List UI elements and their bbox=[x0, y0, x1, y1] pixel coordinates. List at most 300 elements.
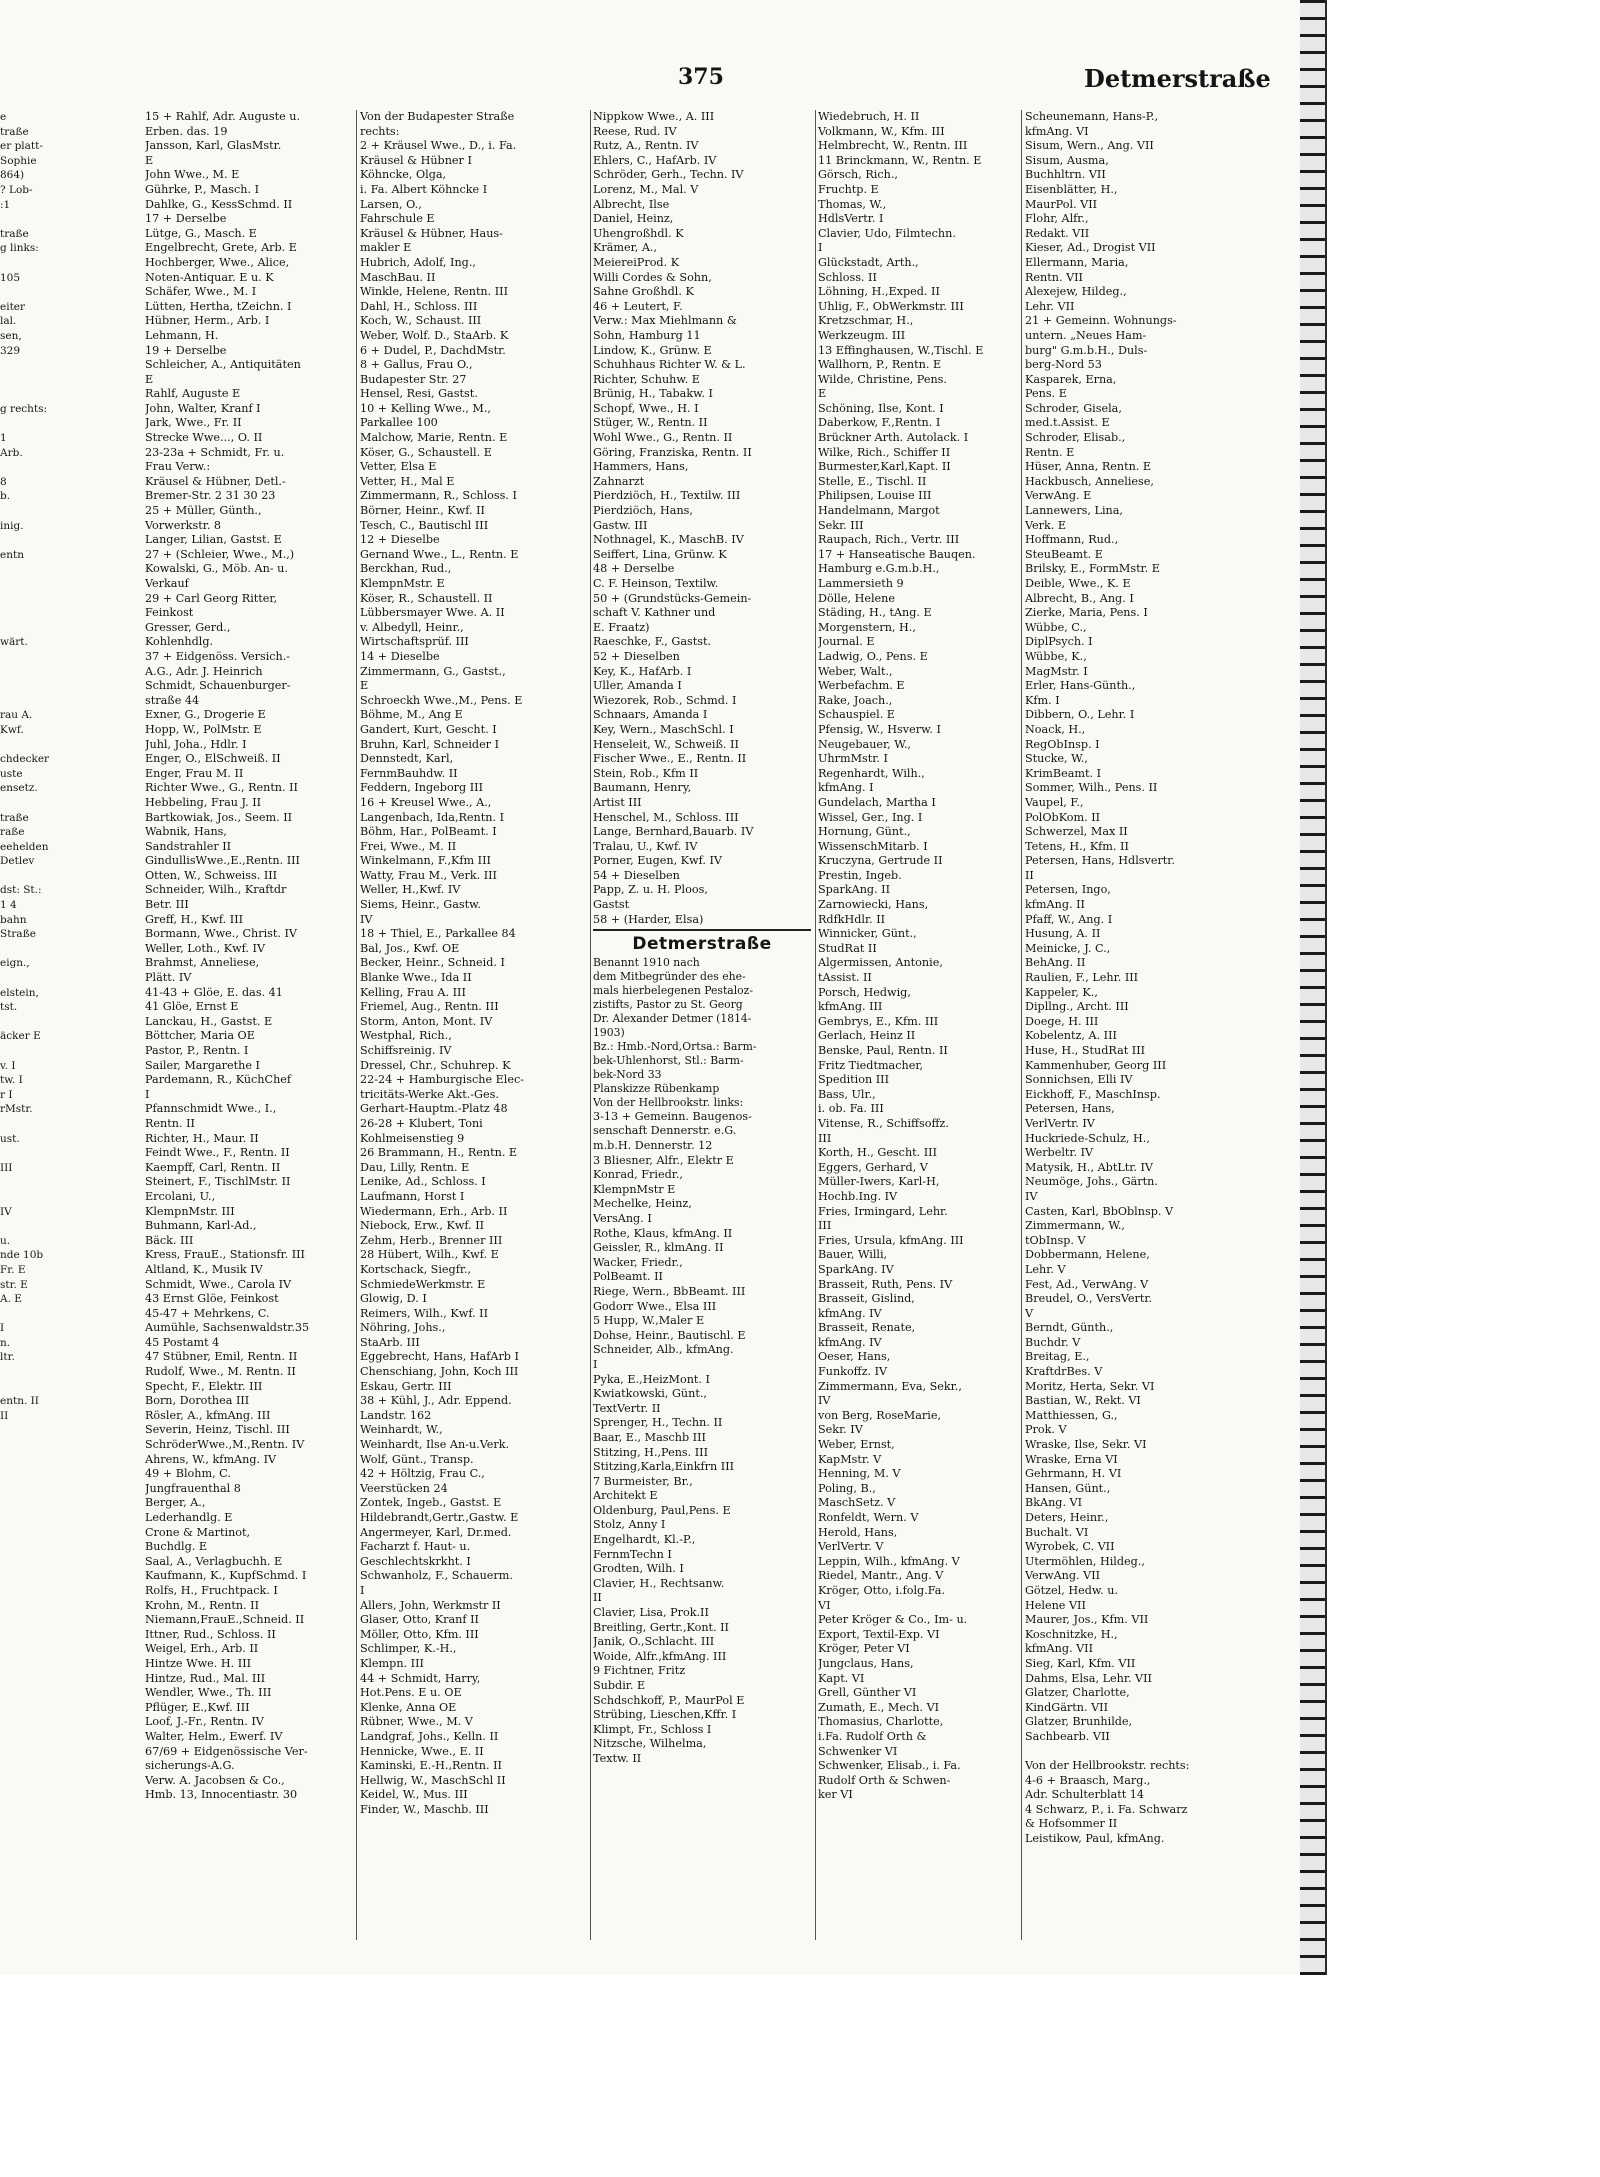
directory-entry-line: tObInsp. V bbox=[1025, 1233, 1086, 1247]
directory-entry-line: Grell, Günther VI bbox=[818, 1686, 917, 1700]
directory-column-1 bbox=[145, 110, 353, 1970]
directory-entry-line: 67/69 + Eidgenössische Ver- bbox=[145, 1744, 308, 1758]
directory-entry-line: Willi Cordes & Sohn, bbox=[593, 270, 712, 284]
directory-entry-line: 2 + Kräusel Wwe., D., i. Fa. bbox=[360, 139, 517, 153]
directory-entry-line: Huckriede-Schulz, H., bbox=[1025, 1131, 1150, 1145]
directory-entry-line: Glatzer, Brunhilde, bbox=[1025, 1715, 1133, 1729]
directory-entry-line: Lehr. VII bbox=[1025, 299, 1075, 313]
directory-entry-line: Bal, Jos., Kwf. OE bbox=[360, 941, 460, 955]
directory-entry-line: raße bbox=[0, 826, 25, 839]
directory-entry-line: I bbox=[145, 1087, 150, 1101]
directory-entry-line: 23-23a + Schmidt, Fr. u. bbox=[145, 445, 285, 459]
directory-entry-line: Wirtschaftsprüf. III bbox=[360, 635, 469, 649]
directory-entry-line: str. E bbox=[0, 1278, 28, 1291]
directory-entry-line: Gerlach, Heinz II bbox=[818, 1029, 916, 1043]
directory-entry-line: dem Mitbegründer des ehe- bbox=[593, 969, 746, 983]
directory-entry-line: Westphal, Rich., bbox=[360, 1029, 452, 1043]
left-margin-fragments bbox=[0, 110, 138, 1970]
directory-entry-line: Artist III bbox=[593, 795, 642, 809]
directory-entry-line: Malchow, Marie, Rentn. E bbox=[360, 431, 508, 445]
directory-entry-line: Watty, Frau M., Verk. III bbox=[360, 868, 497, 882]
directory-entry-line bbox=[0, 1044, 138, 1059]
directory-entry-line: 1 4 bbox=[0, 899, 17, 912]
directory-entry-line: UhrmMstr. I bbox=[818, 752, 888, 766]
directory-entry-line: Wilde, Christine, Pens. bbox=[818, 372, 947, 386]
directory-entry-line: MeiereiProd. K bbox=[593, 255, 680, 269]
directory-entry-line: Breitag, E., bbox=[1025, 1350, 1090, 1364]
directory-entry-line: Budapester Str. 27 bbox=[360, 372, 467, 386]
directory-entry-line: Möller, Otto, Kfm. III bbox=[360, 1627, 479, 1641]
directory-entry-line: 13 Effinghausen, W.,Tischl. E bbox=[818, 343, 984, 357]
directory-entry-line: Neumöge, Johs., Gärtn. bbox=[1025, 1175, 1158, 1189]
directory-entry-line: Riege, Wern., BbBeamt. III bbox=[593, 1284, 746, 1298]
directory-entry-line: Konrad, Friedr., bbox=[593, 1168, 683, 1182]
directory-entry-line: III bbox=[818, 1219, 832, 1233]
directory-entry-line: Eggers, Gerhard, V bbox=[818, 1160, 928, 1174]
directory-entry-line: Von der Hellbrookstr. rechts: bbox=[1025, 1759, 1190, 1773]
directory-entry-line: Schmidt, Schauenburger- bbox=[145, 679, 291, 693]
directory-entry-line: Blanke Wwe., Ida II bbox=[360, 971, 472, 985]
directory-entry-line: Weber, Wolf. D., StaArb. K bbox=[360, 328, 509, 342]
directory-entry-line: Nitzsche, Wilhelma, bbox=[593, 1737, 707, 1751]
directory-entry-line bbox=[0, 1146, 138, 1161]
directory-entry-line: Kieser, Ad., Drogist VII bbox=[1025, 241, 1156, 255]
directory-entry-line: Gundelach, Martha I bbox=[818, 795, 936, 809]
directory-entry-line: Uhlig, F., ObWerkmstr. III bbox=[818, 299, 964, 313]
directory-entry-line: Hoffmann, Rud., bbox=[1025, 533, 1119, 547]
directory-entry-line: Rentn. II bbox=[145, 1116, 195, 1130]
directory-entry-line: Leistikow, Paul, kfmAng. bbox=[1025, 1832, 1165, 1846]
directory-entry-line: Schneider, Wilh., Kraftdr bbox=[145, 883, 287, 897]
directory-entry-line: kfmAng. VII bbox=[1025, 1642, 1094, 1656]
directory-column-2 bbox=[360, 110, 588, 1970]
directory-entry-line: 58 + (Harder, Elsa) bbox=[593, 912, 704, 926]
directory-entry-line: Kruczyna, Gertrude II bbox=[818, 854, 943, 868]
directory-entry-line: II bbox=[593, 1591, 602, 1605]
directory-entry-line: tricitäts-Werke Akt.-Ges. bbox=[360, 1087, 499, 1101]
directory-entry-line: 16 + Kreusel Wwe., A., bbox=[360, 795, 492, 809]
directory-entry-line: Ahrens, W., kfmAng. IV bbox=[145, 1452, 277, 1466]
directory-entry-line: HdlsVertr. I bbox=[818, 212, 884, 226]
directory-entry-line: Köser, G., Schaustell. E bbox=[360, 445, 492, 459]
directory-entry-line: Bastian, W., Rekt. VI bbox=[1025, 1394, 1141, 1408]
directory-entry-line: Nothnagel, K., MaschB. IV bbox=[593, 533, 744, 547]
directory-entry-line: Kobelentz, A. III bbox=[1025, 1029, 1117, 1043]
directory-entry-line: Rutz, A., Rentn. IV bbox=[593, 139, 699, 153]
directory-entry-line: Ellermann, Maria, bbox=[1025, 255, 1129, 269]
directory-entry-line: 44 + Schmidt, Harry, bbox=[360, 1671, 481, 1685]
directory-entry-line bbox=[0, 1175, 138, 1190]
directory-entry-line: ensetz. bbox=[0, 782, 38, 795]
directory-entry-line: KraftdrBes. V bbox=[1025, 1365, 1103, 1379]
directory-entry-line: 8 bbox=[0, 475, 7, 488]
directory-entry-line: Henschel, M., Schloss. III bbox=[593, 810, 739, 824]
directory-entry-line: Zimmermann, W., bbox=[1025, 1219, 1125, 1233]
directory-entry-line: Weber, Ernst, bbox=[818, 1438, 895, 1452]
directory-entry-line: Niebock, Erw., Kwf. II bbox=[360, 1219, 485, 1233]
directory-entry-line: Porner, Eugen, Kwf. IV bbox=[593, 854, 722, 868]
directory-entry-line: 105 bbox=[0, 271, 21, 284]
directory-entry-line: Hornung, Günt., bbox=[818, 825, 911, 839]
directory-entry-line: Noack, H., bbox=[1025, 722, 1086, 736]
directory-entry-line: Schroeckh Wwe.,M., Pens. E bbox=[360, 693, 523, 707]
directory-entry-line: Prok. V bbox=[1025, 1423, 1067, 1437]
directory-entry-line: Eggebrecht, Hans, HafArb I bbox=[360, 1350, 519, 1364]
directory-entry-line: Leppin, Wilh., kfmAng. V bbox=[818, 1554, 960, 1568]
directory-entry-line: Husung, A. II bbox=[1025, 927, 1101, 941]
directory-entry-line: Brahmst, Anneliese, bbox=[145, 956, 260, 970]
section-title: Detmerstraße bbox=[632, 934, 772, 955]
directory-entry-line: Pastor, P., Rentn. I bbox=[145, 1044, 249, 1057]
directory-entry-line: Benannt 1910 nach bbox=[593, 955, 700, 969]
directory-entry-line: Müller-Iwers, Karl-H, bbox=[818, 1175, 940, 1189]
directory-entry-line: Gembrys, E., Kfm. III bbox=[818, 1014, 939, 1028]
directory-entry-line: 10 + Kelling Wwe., M., bbox=[360, 401, 491, 415]
directory-entry-line bbox=[0, 285, 138, 300]
directory-entry-line: rMstr. bbox=[0, 1103, 33, 1116]
directory-entry-line: Richter, H., Maur. II bbox=[145, 1131, 259, 1145]
directory-entry-line bbox=[0, 460, 138, 475]
directory-entry-line: v. Albedyll, Heinr., bbox=[360, 620, 464, 634]
directory-entry-line: Pierdziöch, H., Textilw. III bbox=[593, 489, 741, 503]
directory-entry-line: Straße bbox=[0, 928, 36, 941]
directory-entry-line: Henning, M. V bbox=[818, 1467, 901, 1481]
directory-entry-line: VerwAng. VII bbox=[1025, 1569, 1101, 1583]
directory-entry-line: Loof, J.-Fr., Rentn. IV bbox=[145, 1715, 264, 1729]
directory-entry-line: Severin, Heinz, Tischl. III bbox=[145, 1423, 290, 1437]
directory-entry-line: Detlev bbox=[0, 855, 35, 868]
directory-entry-line: Kortschack, Siegfr., bbox=[360, 1262, 472, 1276]
directory-entry-line: Sachbearb. VII bbox=[1025, 1729, 1110, 1743]
directory-entry-line: Hübner, Herm., Arb. I bbox=[145, 314, 270, 328]
directory-entry-line: Schleicher, A., Antiquitäten bbox=[145, 358, 301, 372]
directory-entry-line: Uhengroßhdl. K bbox=[593, 226, 684, 240]
directory-entry-line: Bremer-Str. 2 31 30 23 bbox=[145, 489, 276, 503]
directory-entry-line: Gehrmann, H. VI bbox=[1025, 1467, 1122, 1481]
directory-entry-line: g rechts: bbox=[0, 402, 48, 415]
directory-entry-line: Buchdr. V bbox=[1025, 1335, 1081, 1349]
directory-entry-line: Köser, R., Schaustell. II bbox=[360, 591, 493, 605]
directory-entry-line: Göring, Franziska, Rentn. II bbox=[593, 445, 752, 459]
directory-entry-line: eehelden bbox=[0, 840, 49, 853]
directory-entry-line: Zimmermann, R., Schloss. I bbox=[360, 489, 517, 503]
directory-entry-line: Crone & Martinot, bbox=[145, 1525, 251, 1539]
directory-entry-line: 22-24 + Hamburgische Elec- bbox=[360, 1073, 525, 1087]
directory-entry-line bbox=[0, 562, 138, 577]
directory-column-5 bbox=[1025, 110, 1263, 1970]
directory-entry-line: Parkallee 100 bbox=[360, 416, 438, 430]
directory-entry-line: PolBeamt. II bbox=[593, 1270, 663, 1284]
directory-entry-line: Wallhorn, P., Rentn. E bbox=[818, 358, 942, 372]
directory-entry-line: IV bbox=[360, 912, 373, 926]
directory-entry-line: III bbox=[818, 1131, 832, 1145]
directory-entry-line: untern. „Neues Ham- bbox=[1025, 328, 1147, 342]
directory-entry-line: Clavier, Udo, Filmtechn. bbox=[818, 226, 956, 240]
directory-entry-line: Kappeler, K., bbox=[1025, 985, 1098, 999]
directory-entry-line: Feddern, Ingeborg III bbox=[360, 781, 484, 795]
directory-entry-line: Bartkowiak, Jos., Seem. II bbox=[145, 810, 293, 824]
directory-entry-line: Lenike, Ad., Schloss. I bbox=[360, 1175, 486, 1189]
directory-entry-line: Helmbrecht, W., Rentn. III bbox=[818, 139, 968, 153]
directory-entry-line: äcker E bbox=[0, 1030, 41, 1043]
book-spine-edge bbox=[1300, 0, 1325, 1975]
directory-entry-line: 25 + Müller, Günth., bbox=[145, 504, 262, 518]
directory-entry-line: Winnicker, Günt., bbox=[818, 927, 917, 941]
directory-entry-line: Uller, Amanda I bbox=[593, 679, 682, 693]
directory-entry-line: Matthiessen, G., bbox=[1025, 1408, 1118, 1422]
directory-entry-line: Raeschke, F., Gastst. bbox=[593, 635, 712, 649]
directory-entry-line: Rothe, Klaus, kfmAng. II bbox=[593, 1226, 733, 1240]
directory-entry-line: elstein, bbox=[0, 986, 39, 999]
directory-entry-line: Kaufmann, K., KupfSchmd. I bbox=[145, 1569, 307, 1583]
directory-entry-line: Greff, H., Kwf. III bbox=[145, 912, 244, 926]
directory-entry-line: Thomas, W., bbox=[818, 197, 887, 211]
directory-entry-line: tAssist. II bbox=[818, 971, 872, 985]
directory-entry-line: GindullisWwe.,E.,Rentn. III bbox=[145, 854, 300, 868]
directory-entry-line: Nöhring, Johs., bbox=[360, 1321, 446, 1335]
directory-entry-line: Städing, H., tAng. E bbox=[818, 606, 932, 620]
directory-entry-line: Raulien, F., Lehr. III bbox=[1025, 971, 1139, 985]
directory-entry-line bbox=[0, 592, 138, 607]
directory-entry-line: Keidel, W., Mus. III bbox=[360, 1788, 468, 1802]
directory-entry-line: von Berg, RoseMarie, bbox=[818, 1408, 942, 1422]
directory-entry-line bbox=[0, 650, 138, 665]
directory-entry-line: 18 + Thiel, E., Parkallee 84 bbox=[360, 927, 516, 941]
directory-entry-line: Berndt, Günth., bbox=[1025, 1321, 1114, 1335]
directory-entry-line: Zimmermann, G., Gastst., bbox=[360, 664, 506, 678]
column-3-entries bbox=[593, 110, 811, 927]
directory-entry-line: bahn bbox=[0, 913, 27, 926]
directory-entry-line: Schopf, Wwe., H. I bbox=[593, 401, 699, 415]
directory-entry-line: Langenbach, Ida,Rentn. I bbox=[360, 810, 504, 824]
directory-entry-line: kfmAng. VI bbox=[1025, 124, 1089, 138]
directory-entry-line: Spedition III bbox=[818, 1073, 890, 1087]
directory-entry-line: VI bbox=[818, 1598, 831, 1612]
directory-entry-line: Scheunemann, Hans-P., bbox=[1025, 110, 1159, 123]
directory-entry-line: Wendler, Wwe., Th. III bbox=[145, 1686, 272, 1700]
directory-entry-line bbox=[0, 1190, 138, 1205]
directory-entry-line: RdfkHdlr. II bbox=[818, 912, 886, 926]
directory-entry-line: Key, Wern., MaschSchl. I bbox=[593, 722, 734, 736]
directory-entry-line: Hackbusch, Anneliese, bbox=[1025, 474, 1154, 488]
directory-entry-line: VerlVertr. V bbox=[818, 1540, 884, 1554]
directory-entry-line: Gernand Wwe., L., Rentn. E bbox=[360, 547, 519, 561]
directory-entry-line: Rahlf, Auguste E bbox=[145, 387, 241, 401]
directory-entry-line: Kretzschmar, H., bbox=[818, 314, 914, 328]
directory-entry-line bbox=[0, 679, 138, 694]
directory-entry-line: Petersen, Hans, bbox=[1025, 1102, 1115, 1116]
directory-entry-line: Glückstadt, Arth., bbox=[818, 255, 919, 269]
directory-entry-line: E bbox=[818, 387, 827, 401]
directory-entry-line: Subdir. E bbox=[593, 1679, 646, 1692]
directory-entry-line: Richter, Schuhw. E bbox=[593, 372, 700, 386]
directory-entry-line: Brückner Arth. Autolack. I bbox=[818, 431, 969, 445]
directory-entry-line: Regenhardt, Wilh., bbox=[818, 766, 925, 780]
directory-entry-line: Algermissen, Antonie, bbox=[818, 956, 943, 970]
directory-entry-line: Otten, W., Schweiss. III bbox=[145, 868, 278, 882]
directory-entry-line: Angermeyer, Karl, Dr.med. bbox=[360, 1525, 512, 1539]
directory-entry-line: Stelle, E., Tischl. II bbox=[818, 474, 927, 488]
directory-entry-line: Wraske, Erna VI bbox=[1025, 1452, 1118, 1466]
directory-entry-line: Sekr. III bbox=[818, 518, 864, 532]
directory-entry-line: Friemel, Aug., Rentn. III bbox=[360, 1000, 499, 1014]
directory-entry-line: Sprenger, H., Techn. II bbox=[593, 1416, 723, 1430]
directory-entry-line: Glaser, Otto, Kranf II bbox=[360, 1613, 479, 1627]
directory-entry-line: Plätt. IV bbox=[145, 971, 192, 985]
street-header: Detmerstraße bbox=[1084, 64, 1271, 93]
directory-entry-line: Betr. III bbox=[145, 898, 189, 912]
directory-entry-line: Rudolf Orth & Schwen- bbox=[818, 1773, 951, 1787]
directory-entry-line: Götzel, Hedw. u. bbox=[1025, 1583, 1119, 1597]
directory-entry-line: Jark, Wwe., Fr. II bbox=[145, 416, 242, 430]
directory-entry-line: Glatzer, Charlotte, bbox=[1025, 1686, 1130, 1700]
directory-entry-line: Schöning, Ilse, Kont. I bbox=[818, 401, 944, 415]
directory-entry-line: v. I bbox=[0, 1059, 16, 1072]
directory-entry-line: Bass, Ulr., bbox=[818, 1087, 876, 1101]
directory-entry-line: Nippkow Wwe., A. III bbox=[593, 110, 715, 123]
directory-entry-line: Hot.Pens. E u. OE bbox=[360, 1686, 462, 1700]
directory-entry-line: Kasparek, Erna, bbox=[1025, 372, 1117, 386]
directory-entry-line bbox=[0, 694, 138, 709]
running-head bbox=[0, 64, 1300, 98]
directory-entry-line: i.Fa. Rudolf Orth & bbox=[818, 1729, 927, 1743]
directory-entry-line: FernmTechn I bbox=[593, 1547, 672, 1561]
directory-entry-line: Koschnitzke, H., bbox=[1025, 1627, 1118, 1641]
directory-entry-line: Wilke, Rich., Schiffer II bbox=[818, 445, 951, 459]
directory-entry-line bbox=[0, 971, 138, 986]
directory-entry-line: 46 + Leutert, F. bbox=[593, 299, 683, 313]
directory-entry-line: Ladwig, O., Pens. E bbox=[818, 649, 928, 663]
directory-entry-line: Fahrschule E bbox=[360, 212, 435, 226]
directory-entry-line: RegObInsp. I bbox=[1025, 737, 1100, 751]
directory-entry-line: Schuhhaus Richter W. & L. bbox=[593, 358, 746, 372]
directory-entry-line: er platt- bbox=[0, 140, 43, 153]
directory-entry-line: Lange, Bernhard,Bauarb. IV bbox=[593, 825, 754, 839]
directory-entry-line: 864) bbox=[0, 169, 25, 182]
directory-entry-line: Rudolf, Wwe., M. Rentn. II bbox=[145, 1365, 296, 1379]
directory-entry-line: StaArb. III bbox=[360, 1335, 420, 1349]
directory-entry-line: chdecker bbox=[0, 753, 50, 766]
directory-entry-line: 47 Stübner, Emil, Rentn. II bbox=[145, 1350, 298, 1364]
directory-entry-line: Petersen, Hans, Hdlsvertr. bbox=[1025, 854, 1175, 868]
directory-entry-line: John, Walter, Kranf I bbox=[145, 401, 261, 415]
column-rule bbox=[356, 110, 357, 1940]
directory-entry-line: KindGärtn. VII bbox=[1025, 1700, 1108, 1714]
directory-entry-line: 17 + Hanseatische Bauqen. bbox=[818, 547, 976, 561]
directory-entry-line: Klenke, Anna OE bbox=[360, 1700, 457, 1714]
directory-entry-line bbox=[0, 665, 138, 680]
directory-entry-line: Janik, O.,Schlacht. III bbox=[593, 1635, 715, 1649]
directory-entry-line: 329 bbox=[0, 344, 21, 357]
directory-entry-line: SparkAng. II bbox=[818, 883, 891, 897]
directory-entry-line bbox=[0, 1307, 138, 1322]
directory-entry-line: Schloss. II bbox=[818, 270, 877, 284]
directory-entry-line: traße bbox=[0, 811, 29, 824]
directory-entry-line: BehAng. II bbox=[1025, 956, 1086, 970]
directory-entry-line: Maurer, Jos., Kfm. VII bbox=[1025, 1613, 1149, 1627]
directory-entry-line: Morgenstern, H., bbox=[818, 620, 916, 634]
directory-entry-line: med.t.Assist. E bbox=[1025, 416, 1110, 430]
directory-entry-line: Korth, H., Gescht. III bbox=[818, 1146, 938, 1160]
directory-entry-line: Lorenz, M., Mal. V bbox=[593, 182, 699, 196]
directory-entry-line: Zimmermann, Eva, Sekr., bbox=[818, 1379, 962, 1393]
directory-entry-line: Lütten, Hertha, tZeichn. I bbox=[145, 299, 292, 313]
directory-entry-line: Kaminski, E.-H.,Rentn. II bbox=[360, 1759, 502, 1773]
directory-entry-line: eign., bbox=[0, 957, 30, 970]
directory-entry-line: straße 44 bbox=[145, 693, 200, 707]
directory-entry-line: E bbox=[145, 372, 154, 386]
column-rule bbox=[815, 110, 816, 1940]
directory-entry-line: Ronfeldt, Wern. V bbox=[818, 1511, 919, 1524]
column-rule bbox=[590, 110, 591, 1940]
directory-entry-line: Becker, Heinr., Schneid. I bbox=[360, 956, 505, 970]
directory-entry-line: MaschBau. II bbox=[360, 270, 436, 284]
directory-entry-line: 1903) bbox=[593, 1025, 625, 1039]
directory-entry-line: E bbox=[145, 153, 154, 167]
directory-entry-line: Moritz, Herta, Sekr. VI bbox=[1025, 1379, 1155, 1393]
directory-entry-line: Breudel, O., VersVertr. bbox=[1025, 1292, 1153, 1306]
directory-entry-line: Textw. II bbox=[593, 1751, 642, 1765]
directory-entry-line: Hamburg e.G.m.b.H., bbox=[818, 562, 940, 576]
directory-entry-line: 3 Bliesner, Alfr., Elektr E bbox=[593, 1153, 734, 1167]
directory-entry-line: rechts: bbox=[360, 124, 400, 138]
directory-entry-line: II bbox=[0, 1409, 9, 1422]
directory-entry-line: Flohr, Alfr., bbox=[1025, 212, 1089, 226]
directory-entry-line: 41 Glöe, Ernst E bbox=[145, 1000, 239, 1014]
directory-entry-line: Hansen, Günt., bbox=[1025, 1481, 1111, 1495]
directory-entry-line: Sandstrahler II bbox=[145, 839, 232, 853]
directory-entry-line: Berger, A., bbox=[145, 1496, 206, 1510]
directory-entry-line: Petersen, Ingo, bbox=[1025, 883, 1111, 897]
directory-entry-line: I bbox=[818, 241, 823, 255]
directory-entry-line: 3-13 + Gemeinn. Baugenos- bbox=[593, 1109, 752, 1123]
directory-entry-line: Erben. das. 19 bbox=[145, 124, 228, 138]
directory-entry-line: Rentn. E bbox=[1025, 445, 1075, 459]
directory-entry-line: MaurPol. VII bbox=[1025, 197, 1098, 211]
directory-entry-line: Klempn. III bbox=[360, 1656, 424, 1670]
directory-entry-line: Steinert, F., TischlMstr. II bbox=[145, 1175, 291, 1189]
directory-entry-line: 54 + Dieselben bbox=[593, 868, 680, 882]
directory-entry-line: Fritz Tiedtmacher, bbox=[818, 1058, 923, 1072]
directory-entry-line: Oeser, Hans, bbox=[818, 1350, 891, 1364]
directory-entry-line: Wiedebruch, H. II bbox=[818, 110, 920, 123]
directory-entry-line bbox=[0, 942, 138, 957]
directory-entry-line: Hebbeling, Frau J. II bbox=[145, 795, 262, 809]
directory-entry-line: Kröger, Peter VI bbox=[818, 1642, 910, 1656]
directory-entry-line: Sonnichsen, Elli IV bbox=[1025, 1073, 1133, 1087]
directory-entry-line: schaft V. Kathner und bbox=[593, 606, 716, 620]
directory-entry-line: Wissel, Ger., Ing. I bbox=[818, 810, 923, 824]
directory-entry-line: IV bbox=[0, 1205, 12, 1218]
directory-entry-line: KlempnMstr. E bbox=[360, 577, 445, 590]
directory-entry-line: Buchhltrn. VII bbox=[1025, 168, 1106, 182]
directory-entry-line: Wiedermann, Erh., Arb. II bbox=[360, 1204, 508, 1218]
directory-entry-line: Löhning, H.,Exped. II bbox=[818, 285, 940, 299]
directory-entry-line: FernmBauhdw. II bbox=[360, 766, 458, 780]
directory-entry-line: III bbox=[0, 1161, 13, 1174]
directory-entry-line: Verw. A. Jacobsen & Co., bbox=[145, 1773, 285, 1787]
directory-entry-line: Brasseit, Renate, bbox=[818, 1321, 916, 1335]
directory-entry-line: Thomasius, Charlotte, bbox=[818, 1715, 944, 1729]
directory-entry-line: Woide, Alfr.,kfmAng. III bbox=[593, 1649, 727, 1663]
directory-entry-line: Brasseit, Ruth, Pens. IV bbox=[818, 1277, 953, 1291]
directory-entry-line: ltr. bbox=[0, 1351, 15, 1364]
directory-entry-line: Dressel, Chr., Schuhrep. K bbox=[360, 1058, 511, 1072]
directory-entry-line: Tesch, C., Bautischl III bbox=[360, 518, 489, 532]
directory-entry-line: Glowig, D. I bbox=[360, 1292, 427, 1306]
directory-entry-line: Allers, John, Werkmstr II bbox=[360, 1598, 501, 1612]
directory-entry-line: Schwerzel, Max II bbox=[1025, 825, 1128, 839]
